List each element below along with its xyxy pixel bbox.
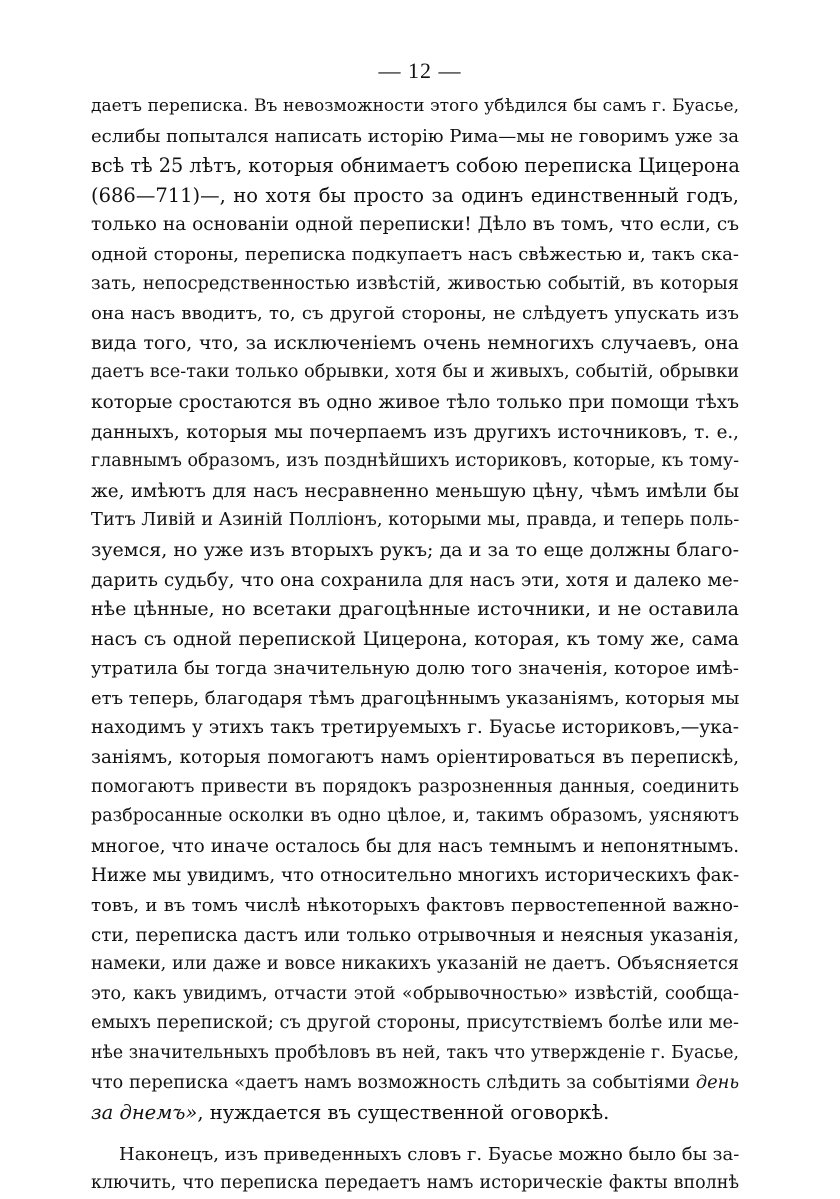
text-line: даетъ все-таки только обрывки, хотя бы и живыхъ, событій, обрывки bbox=[91, 362, 740, 383]
text-line-mixed bbox=[91, 1069, 739, 1099]
text-line: намеки, или даже и вовсе никакихъ указаній не даетъ. Объясняется bbox=[91, 954, 739, 975]
paragraph-1 bbox=[91, 92, 739, 1128]
text-run: , нуждается въ существенной оговоркѣ. bbox=[197, 1101, 610, 1125]
paragraph-gap bbox=[91, 1128, 739, 1140]
text-line: заніямъ, которыя помогаютъ намъ оріентироваться въ перепискѣ, bbox=[91, 747, 739, 769]
italic-run: за днемъ» bbox=[91, 1101, 198, 1125]
page-number: — 12 — bbox=[378, 58, 462, 83]
text-line: только на основаніи одной переписки! Дѣло въ томъ, что если, съ bbox=[91, 214, 739, 236]
paragraph-2 bbox=[91, 1140, 739, 1199]
text-line: разбросанные осколки въ одно цѣлое, и, такимъ образомъ, уясняютъ bbox=[91, 806, 739, 827]
text-line: помогаютъ привести въ порядокъ разрозненныя данныя, соединить bbox=[91, 776, 739, 797]
text-line: сти, переписка дастъ или только отрывочныя и неясныя указанія, bbox=[91, 924, 739, 946]
text-line: Наконецъ, изъ приведенныхъ словъ г. Буасье можно было бы за- bbox=[119, 1143, 740, 1165]
text-line: насъ съ одной перепиской Цицерона, которая, къ тому же, сама bbox=[91, 628, 739, 650]
text-line: одной стороны, переписка подкупаетъ насъ свѣжестью и, такъ ска- bbox=[91, 243, 739, 265]
text-line: всѣ тѣ 25 лѣтъ, которыя обнимаетъ собою переписка Цицерона bbox=[91, 154, 740, 178]
text-line: нѣе цѣнные, но всетаки драгоцѣнные источники, и не оставила bbox=[91, 598, 739, 621]
text-line: еслибы попытался написать исторію Рима—мы не говоримъ уже за bbox=[91, 125, 739, 147]
text-line: же, имѣютъ для насъ несравненно меньшую цѣну, чѣмъ имѣли бы bbox=[91, 480, 739, 502]
text-line: главнымъ образомъ, изъ позднѣйшихъ историковъ, которые, къ тому- bbox=[91, 451, 740, 472]
text-run: что переписка «даетъ намъ возможность слѣдить за событіями bbox=[91, 1072, 691, 1093]
text-line: емыхъ перепиской; съ другой стороны, присутствіемъ болѣе или ме- bbox=[91, 1013, 739, 1034]
text-line: она насъ вводитъ, то, съ другой стороны, не слѣдуетъ упускать изъ bbox=[91, 303, 739, 325]
text-line: утратила бы тогда значительную долю того значенія, которое имѣ- bbox=[91, 658, 739, 680]
text-line: етъ теперь, благодаря тѣмъ драгоцѣннымъ указаніямъ, которыя мы bbox=[91, 687, 740, 709]
text-line: многое, что иначе осталось бы для насъ темнымъ и непонятнымъ. bbox=[91, 835, 739, 857]
text-line: которые сростаются въ одно живое тѣло только при помощи тѣхъ bbox=[91, 391, 739, 413]
text-line: это, какъ увидимъ, отчасти этой «обрывочностью» извѣстій, сообща- bbox=[91, 983, 739, 1004]
text-line: нѣе значительныхъ пробѣловъ въ ней, такъ что утвержденіе г. Буасье, bbox=[91, 1043, 739, 1063]
text-line: данныхъ, которыя мы почерпаемъ изъ другихъ источниковъ, т. е., bbox=[91, 421, 739, 443]
text-line: даетъ переписка. Въ невозможности этого убѣдился бы самъ г. Буасье, bbox=[91, 96, 739, 116]
text-line: вида того, что, за исключеніемъ очень немногихъ случаевъ, она bbox=[91, 332, 739, 354]
text-line: (686—711)—, но хотя бы просто за одинъ единственный годъ, bbox=[91, 183, 739, 207]
text-line: Титъ Ливій и Азиній Полліонъ, которыми мы, правда, и теперь поль- bbox=[91, 510, 740, 531]
text-line: зать, непосредственностью извѣстій, живостью событій, въ которыя bbox=[91, 273, 739, 294]
text-line-mixed bbox=[91, 1098, 739, 1128]
text-line: ключить, что переписка передаетъ намъ историческіе факты вполнѣ bbox=[91, 1173, 739, 1194]
text-line: товъ, и въ томъ числѣ нѣкоторыхъ фактовъ первостепенной важно- bbox=[91, 895, 739, 917]
italic-run: день bbox=[695, 1072, 739, 1093]
text-line: зуемся, но уже изъ вторыхъ рукъ; да и за то еще должны благо- bbox=[91, 538, 739, 561]
text-line: Ниже мы увидимъ, что относительно многихъ историческихъ фак- bbox=[91, 865, 740, 887]
main-text bbox=[91, 92, 739, 1199]
text-line: находимъ у этихъ такъ третируемыхъ г. Буасье историковъ,—ука- bbox=[91, 717, 739, 739]
text-line: дарить судьбу, что она сохранила для насъ эти, хотя и далеко ме- bbox=[91, 569, 739, 591]
